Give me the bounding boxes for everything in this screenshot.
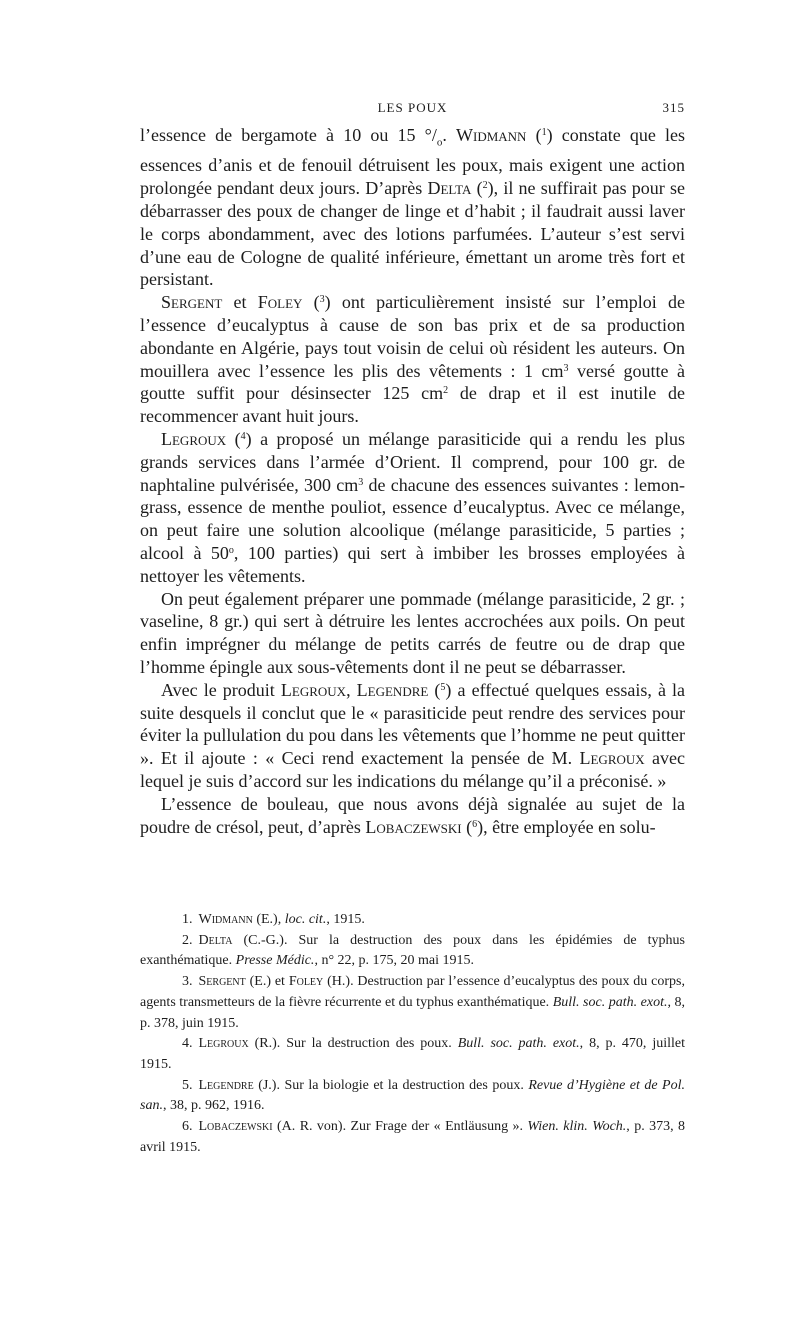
text-run: de drap et il est inutile de recommencer avant huit jours. <box>140 383 685 427</box>
paragraph <box>140 793 685 839</box>
text-run: (E.), <box>252 912 285 927</box>
superscript: 3 <box>319 294 325 306</box>
text-run: , 8, p. 378, juin 1915. <box>140 994 686 1031</box>
footnotes <box>140 910 685 1158</box>
text-run: ( <box>226 428 241 449</box>
text-run: , p. 373, 8 avril 1915. <box>140 1119 686 1155</box>
author-name: Legendre <box>356 679 429 700</box>
author-name: Legroux <box>280 679 347 700</box>
footnote-number: 4. <box>182 1036 193 1052</box>
footnote <box>140 972 685 1034</box>
footnote <box>140 1076 685 1117</box>
running-title: LES POUX <box>377 100 448 115</box>
paragraph <box>140 124 685 291</box>
footnote-number: 2. <box>182 932 193 948</box>
journal-title: loc. cit. <box>284 912 327 927</box>
text-run: ( <box>526 125 542 145</box>
superscript: 1 <box>541 127 547 138</box>
author-name: Sergent <box>161 292 223 313</box>
text-run: (R.). Sur la destruction des poux. <box>248 1036 458 1052</box>
superscript: 2 <box>443 385 449 397</box>
paragraph <box>140 679 685 793</box>
journal-title: Revue d’Hygiène et de Pol. san. <box>140 1077 685 1114</box>
journal-title: Bull. soc. path. exot. <box>457 1036 580 1052</box>
text-run: l’essence de bergamote à 10 ou 15 °/ <box>140 125 437 145</box>
author-name: Widmann <box>456 125 527 145</box>
author-name: Delta <box>427 178 472 199</box>
text-run: , 100 parties) qui sert à imbiber les brosses employées à nettoyer les vêtements. <box>140 542 685 586</box>
footnote-number: 6. <box>182 1119 193 1135</box>
footnote-number: 5. <box>182 1077 193 1093</box>
author-name: Lobaczewski <box>198 1119 273 1135</box>
author-name: Sergent <box>198 974 246 990</box>
paragraph <box>140 291 685 428</box>
text-run: , 8, p. 470, juillet 1915. <box>140 1036 685 1072</box>
paragraph <box>140 428 685 588</box>
text-run: ) constate que les essences d’anis et de fenouil détruisent les poux, mais exigent une action prolongée pendant deux jours. D’après <box>140 125 686 199</box>
author-name: Legroux <box>198 1036 249 1052</box>
text-run: ) a effectué quelques essais, à la suite desquels il conclut que le « parasiticide peut rendre des services pour éviter la pullulation du pou dans les vêtements que l’homme ne peut quitter ». Et il ajoute : « Ceci rend exactement la pensée de M. <box>140 679 686 769</box>
text-run: ( <box>428 679 441 700</box>
text-run: ( <box>461 816 473 837</box>
page-number: 315 <box>662 100 685 115</box>
author-name: Legroux <box>579 748 645 769</box>
text-run: (J.). Sur la biologie et la destruction des poux. <box>253 1077 529 1093</box>
footnote <box>140 931 685 972</box>
superscript: 3 <box>563 362 569 374</box>
superscript: 4 <box>240 430 246 442</box>
text-run: (H.). Destruction par l’essence d’eucalyptus des poux du corps, agents transmetteurs de la fièvre récurrente et du typhus exanthématique. <box>140 974 685 1010</box>
journal-title: Wien. klin. Woch. <box>527 1119 627 1135</box>
superscript: 2 <box>482 180 488 192</box>
text-run: , n° 22, p. 175, 20 mai 1915. <box>314 953 475 969</box>
text-run: (A. R. von). Zur Frage der « Entläusung ». <box>272 1119 528 1135</box>
text-run: avec lequel je suis d’accord sur les indications du mélange qu’il a préconisé. » <box>140 748 685 791</box>
text-run: ) a proposé un mélange parasiticide qui a rendu les plus grands services dans l’armée d’Orient. Il comprend, pour 100 gr. de naphtaline pulvérisée, 300 cm <box>140 428 685 495</box>
footnote-number: 3. <box>182 974 193 990</box>
body-text <box>140 124 685 838</box>
text-run: L’essence de bouleau, que nous avons déjà signalée au sujet de la poudre de crésol, peut, d’après <box>140 793 685 837</box>
text-run: de chacune des essences suivantes : lemon-grass, essence de menthe pouliot, essence d’eucalyptus. Avec ce mélange, on peut faire une solution alcoolique (mélange parasiticide, 5 parties ; alcool à 50 <box>140 474 685 563</box>
text-run: ), être employée en solu- <box>477 816 656 837</box>
text-run: . <box>442 125 457 145</box>
text-run: On peut également préparer une pommade (mélange parasiticide, 2 gr. ; vaseline, 8 gr.) qui sert à détruire les lentes accrochées aux poils. On peut enfin imprégner du mélange de petits carrés de feutre ou de drap que l’homme épingle aux sous-vêtements dont il ne peut se débarrasser. <box>140 588 685 677</box>
author-name: Lobaczewski <box>365 816 462 837</box>
text-run: (E.) et <box>245 974 289 990</box>
author-name: Foley <box>257 292 303 313</box>
text-run: Avec le produit <box>161 679 281 700</box>
author-name: Legroux <box>161 428 227 449</box>
author-name: Widmann <box>198 912 253 927</box>
text-run: et <box>222 292 258 313</box>
journal-title: Bull. soc. path. exot. <box>552 994 668 1010</box>
paragraph <box>140 588 685 679</box>
author-name: Foley <box>288 974 324 990</box>
text-run: ( <box>471 178 483 199</box>
superscript: 6 <box>472 818 478 830</box>
text-run: , 38, p. 962, 1916. <box>162 1098 265 1114</box>
subscript: o <box>436 136 443 149</box>
author-name: Delta <box>198 932 233 948</box>
footnote <box>140 1117 685 1158</box>
text-run: ), il ne suffirait pas pour se débarrasser des poux de changer de linge et d’habit ; il faudrait aussi laver le corps abondamment, avec des lotions parfumées. L’auteur s’est servi d’une eau de Cologne de qualité inférieure, émettant un arome très fort et persistant. <box>140 178 685 290</box>
footnote <box>140 910 685 931</box>
superscript: 3 <box>358 476 364 488</box>
text-run: versé goutte à goutte suffit pour désinsecter 125 cm <box>140 360 685 404</box>
author-name: Legendre <box>198 1077 254 1093</box>
text-run: (C.-G.). Sur la destruction des poux dans les épidémies de typhus exanthématique. <box>140 932 685 969</box>
text-run: ( <box>302 292 320 313</box>
superscript: o <box>228 544 234 556</box>
footnote <box>140 1034 685 1075</box>
journal-title: Presse Médic. <box>235 953 315 969</box>
text-run: ) ont particulièrement insisté sur l’emploi de l’essence d’eucalyptus à cause de son bas prix et de sa production abondante en Algérie, pays tout voisin de celui où résident les auteurs. On mouillera avec l’essence les plis des vêtements : 1 cm <box>140 292 685 381</box>
text-run: , <box>346 679 357 700</box>
footnote-number: 1. <box>182 912 193 927</box>
text-run: , 1915. <box>326 912 365 927</box>
superscript: 5 <box>440 681 446 693</box>
